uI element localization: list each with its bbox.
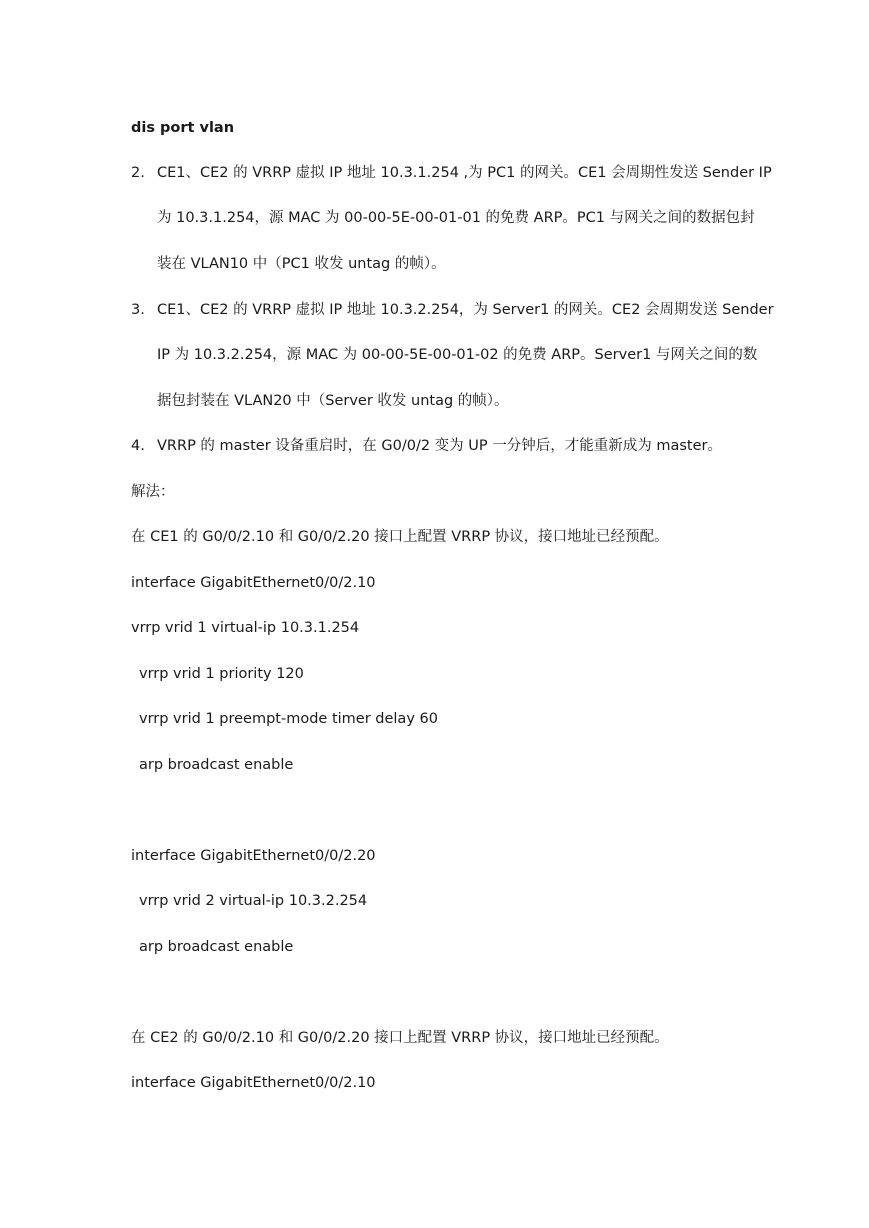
config-line: interface GigabitEthernet0/0/2.20 (131, 848, 376, 864)
solution-label: 解法： (131, 484, 175, 500)
list-item-line: VRRP 的 master 设备重启时，在 G0/0/2 变为 UP 一分钟后，才能重新成为 master。 (157, 438, 722, 454)
config-line: arp broadcast enable (139, 757, 294, 773)
list-item-line: 装在 VLAN10 中（PC1 收发 untag 的帧）。 (157, 256, 446, 272)
list-item-line: CE1、CE2 的 VRRP 虚拟 IP 地址 10.3.2.254，为 Server1 的网关。CE2 会周期发送 Sender (157, 302, 774, 318)
heading-command: dis port vlan (131, 120, 235, 136)
list-number: 4. (131, 438, 145, 454)
config-line: interface GigabitEthernet0/0/2.10 (131, 1075, 376, 1091)
config-line: vrrp vrid 1 preempt-mode timer delay 60 (139, 711, 438, 727)
ce1-intro: 在 CE1 的 G0/0/2.10 和 G0/0/2.20 接口上配置 VRRP 协议，接口地址已经预配。 (131, 529, 669, 545)
list-number: 3. (131, 302, 145, 318)
config-line: vrrp vrid 1 virtual-ip 10.3.1.254 (131, 620, 360, 636)
list-item-line: IP 为 10.3.2.254，源 MAC 为 00-00-5E-00-01-02 的免费 ARP。Server1 与网关之间的数 (157, 347, 758, 363)
list-item-line: 为 10.3.1.254，源 MAC 为 00-00-5E-00-01-01 的免费 ARP。PC1 与网关之间的数据包封 (157, 210, 755, 226)
list-number: 2. (131, 165, 145, 181)
config-line: vrrp vrid 2 virtual-ip 10.3.2.254 (139, 893, 368, 909)
config-line: interface GigabitEthernet0/0/2.10 (131, 575, 376, 591)
config-line: vrrp vrid 1 priority 120 (139, 666, 304, 682)
list-item-line: 据包封装在 VLAN20 中（Server 收发 untag 的帧）。 (157, 393, 509, 409)
ce2-intro: 在 CE2 的 G0/0/2.10 和 G0/0/2.20 接口上配置 VRRP 协议，接口地址已经预配。 (131, 1030, 669, 1046)
config-line: arp broadcast enable (139, 939, 294, 955)
list-item-line: CE1、CE2 的 VRRP 虚拟 IP 地址 10.3.1.254 ,为 PC1 的网关。CE1 会周期性发送 Sender IP (157, 165, 772, 181)
